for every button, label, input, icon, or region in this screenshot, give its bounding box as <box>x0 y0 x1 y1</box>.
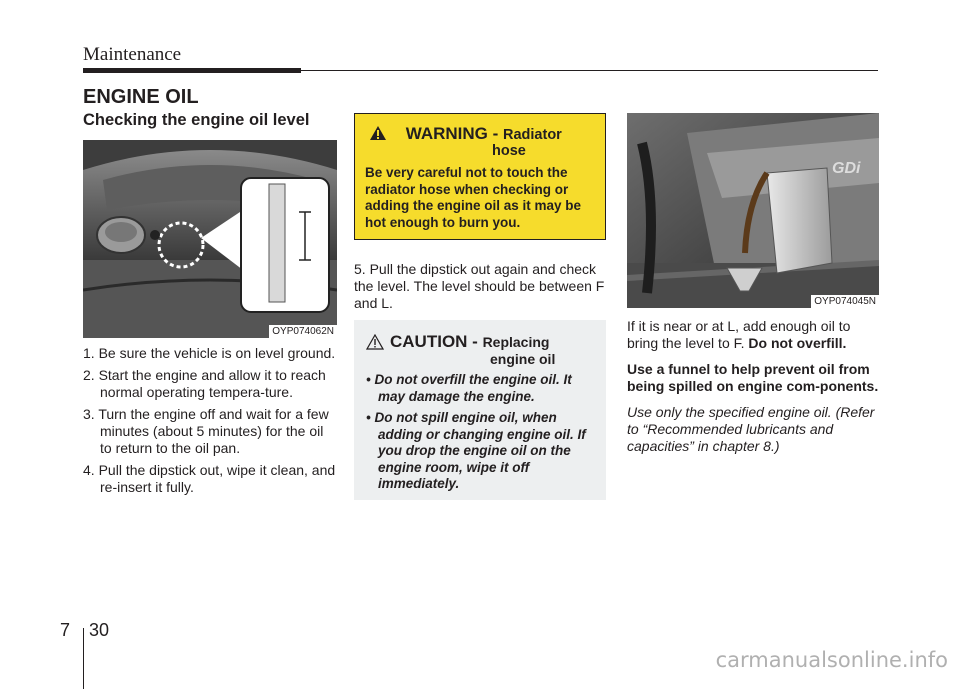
caution-box <box>354 320 606 500</box>
engine-dipstick-illustration <box>83 140 337 338</box>
header-bar <box>83 68 301 73</box>
header-title: Maintenance <box>83 44 182 65</box>
warning-heading: WARNING - Radiator <box>369 124 562 144</box>
figure-label: OYP074062N <box>269 325 337 338</box>
warning-box <box>354 113 606 240</box>
engine-badge-text: GDi <box>832 160 861 177</box>
warning-text: Be very careful not to touch the radiator hose when checking or adding the engine oil as it may be hot enough to burn you. <box>365 165 582 230</box>
level-paragraph: If it is near or at L, add enough oil to bring the level to F. Do not overfill. <box>627 318 851 351</box>
warning-subject: hose <box>492 143 526 159</box>
section-title: ENGINE OIL <box>83 86 199 108</box>
steps-list <box>83 345 337 501</box>
warning-triangle-icon <box>369 125 387 141</box>
funnel-paragraph: Use a funnel to help prevent oil from being spilled on engine com-ponents. <box>627 361 879 394</box>
footer-divider <box>83 628 84 689</box>
figure-label: OYP074045N <box>811 295 879 308</box>
step-item: 1. Be sure the vehicle is on level ground. <box>83 345 336 361</box>
caution-list <box>366 372 598 498</box>
caution-subject: engine oil <box>490 351 556 367</box>
caution-heading: CAUTION - Replacing <box>390 332 550 351</box>
caution-item: • Do not overfill the engine oil. It may damage the engine. <box>366 372 572 404</box>
step-item: 5. Pull the dipstick out again and check the level. The level should be between F and L. <box>354 261 605 311</box>
page-number: 30 <box>89 620 110 640</box>
header-rule <box>301 70 878 71</box>
specified-oil-paragraph: Use only the specified engine oil. (Refer to “Recommended lubricants and capacities” in chapter 8.) <box>627 404 875 454</box>
oil-funnel-illustration <box>627 113 879 308</box>
dipstick-figure <box>83 140 337 338</box>
caution-item: • Do not spill engine oil, when adding or changing engine oil. If you drop the engine oil on the engine room, wipe it off immediately. <box>366 410 586 491</box>
oil-filling-figure <box>627 113 879 308</box>
page-chapter: 7 <box>60 620 71 640</box>
subheading: Checking the engine oil level <box>83 111 310 129</box>
step-item: 2. Start the engine and allow it to reach normal operating tempera-ture. <box>83 367 326 400</box>
caution-triangle-icon <box>366 334 384 350</box>
step-item: 4. Pull the dipstick out, wipe it clean, and re-insert it fully. <box>83 462 336 495</box>
watermark: carmanualsonline.info <box>715 648 948 672</box>
right-column-text <box>627 318 879 464</box>
step-item: 3. Turn the engine off and wait for a few minutes (about 5 minutes) for the oil to return to the oil pan. <box>83 406 329 456</box>
